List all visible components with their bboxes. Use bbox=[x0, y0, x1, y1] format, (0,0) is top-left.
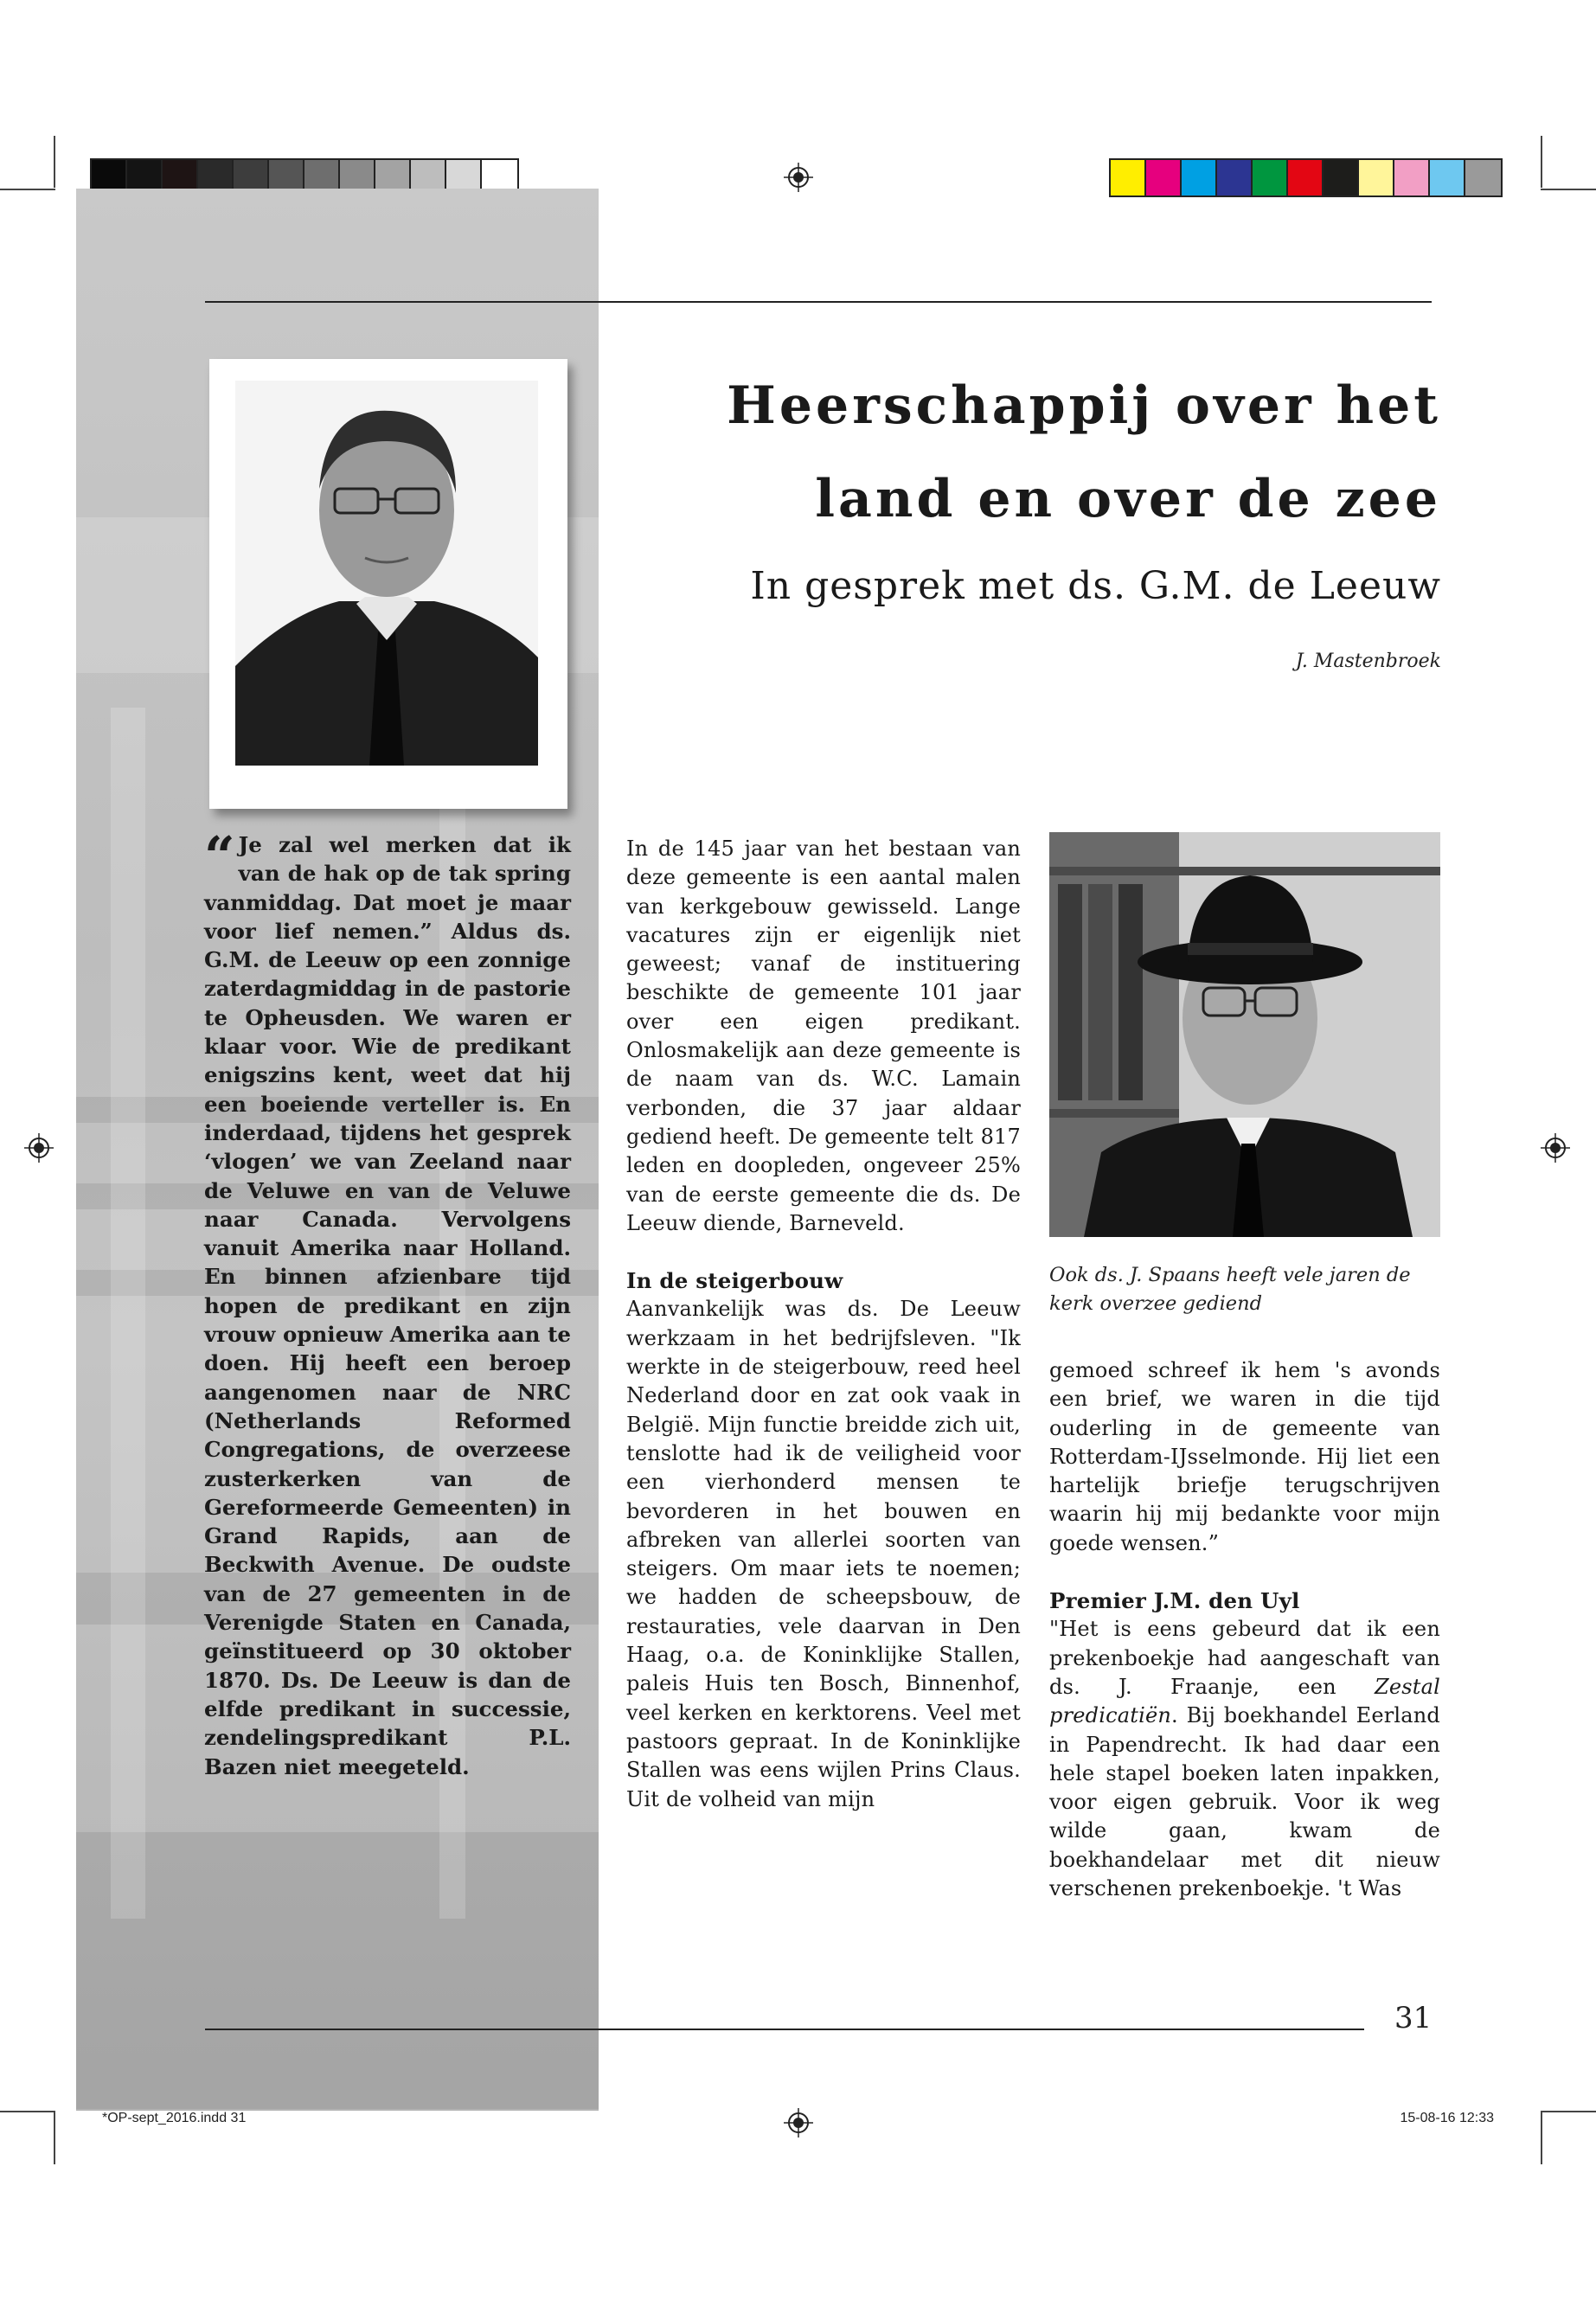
color-swatch bbox=[1146, 160, 1182, 195]
article-subtitle: In gesprek met ds. G.M. de Leeuw bbox=[750, 564, 1441, 608]
registration-mark-icon bbox=[784, 163, 813, 192]
slug-file: *OP-sept_2016.indd 31 bbox=[102, 2111, 247, 2125]
title-line-2: land en over de zee bbox=[815, 469, 1441, 529]
color-swatch bbox=[1182, 160, 1217, 195]
paragraph bbox=[1049, 1615, 1440, 1903]
color-swatch bbox=[1394, 160, 1430, 195]
crop-mark bbox=[54, 2112, 55, 2164]
article-title bbox=[663, 372, 1441, 533]
paragraph-part: "Het is eens gebeurd dat ik een prekenboekje had aangeschaft van ds. J. Fraanje, een bbox=[1049, 1617, 1440, 1699]
title-line-1: Heerschappij over het bbox=[727, 375, 1441, 436]
crop-mark bbox=[0, 2111, 55, 2112]
registration-mark-icon bbox=[784, 2108, 813, 2138]
color-swatch bbox=[1253, 160, 1288, 195]
paragraph-part: . Bij boekhandel Eerland in Papendrecht. Ik had daar een hele stapel boeken laten inpakken, voor eigen gebruik. Voor ik weg wilde gaan, kwam de boekhandelaar met dit nieuw verschenen prekenboekje. 't Was bbox=[1049, 1703, 1440, 1901]
photo-caption: Ook ds. J. Spaans heeft vele jaren de kerk overzee gediend bbox=[1049, 1264, 1411, 1315]
slug-date: 15-08-16 12:33 bbox=[1400, 2111, 1494, 2125]
author-byline: J. Mastenbroek bbox=[1295, 651, 1441, 672]
book-title: Zestal predicatiën bbox=[1049, 1674, 1440, 1728]
color-swatch bbox=[1288, 160, 1324, 195]
crop-mark bbox=[54, 136, 55, 188]
crop-mark bbox=[1541, 2112, 1542, 2164]
crop-mark bbox=[1541, 136, 1542, 188]
quote-mark: “ bbox=[204, 824, 235, 888]
intro-text bbox=[204, 824, 571, 1781]
intro-body: Je zal wel merken dat ik van de hak op de tak spring vanmiddag. Dat moet je maar voor lief nemen.” Aldus ds. G.M. de Leeuw op een zonnige zaterdagmiddag in de pastorie te Opheusden. We waren er klaar voor. Wie de predikant enigszins kent, weet dat hij een boeiende verteller is. En inderdaad, tijdens het gesprek ‘vlogen’ we van Zeeland naar de Veluwe en van de Veluwe naar Canada. Vervolgens vanuit Amerika naar Holland. En binnen afzienbare tijd hopen de predikant en zijn vrouw opnieuw Amerika aan te doen. Hij heeft een beroep aangenomen naar de NRC (Netherlands Reformed Congregations, de overzeese zusterkerken van de Gereformeerde Gemeenten) in Grand Rapids, aan de Beckwith Avenue. De oudste van de 27 gemeenten in de Verenigde Staten en Canada, geïnstitueerd op 30 oktober 1870. Ds. De Leeuw is dan de elfde predikant in successie, zendelingspredikant P.L. Bazen niet meegeteld. bbox=[204, 832, 571, 1779]
paragraph: Aanvankelijk was ds. De Leeuw werkzaam in het bedrijfsleven. "Ik werkte in de steigerbouw, reed heel Nederland door en zat ook vaak in België. Mijn functie breidde zich uit, tenslotte had ik de veiligheid voor een vierhonderd mensen te bevorderen in het bouwen en afbreken van allerlei soorten van steigers. Om maar iets te noemen; we hadden de scheepsbouw, de restauraties, vele daarvan in Den Haag, o.a. de Koninklijke Stallen, paleis Huis ten Bosch, Binnenhof, veel kerken en kerktorens. Veel met pastoors gepraat. In de Koninklijke Stallen was eens wijlen Prins Claus. Uit de volheid van mijn bbox=[626, 1297, 1021, 1811]
bottom-rule bbox=[205, 2029, 1364, 2030]
crop-mark bbox=[0, 189, 55, 190]
page-number: 31 bbox=[1394, 2001, 1433, 2035]
color-swatch bbox=[1217, 160, 1253, 195]
color-swatch bbox=[1111, 160, 1146, 195]
column-right bbox=[1049, 1356, 1440, 1903]
paragraph: In de 145 jaar van het bestaan van deze gemeente is een aantal malen van kerkgebouw gewisseld. Lange vacatures zijn er eigenlijk niet geweest; vanaf de instituering beschikte de gemeente 101 jaar over een eigen predikant. Onlosmakelijk aan deze gemeente is de naam van ds. W.C. Lamain verbonden, die 37 jaar aldaar gediend heeft. De gemeente telt 817 leden en doopleden, ongeveer 25% van de eerste gemeente die ds. De Leeuw diende, Barneveld. bbox=[626, 836, 1021, 1235]
portrait-photo bbox=[235, 381, 538, 766]
process-color-bar bbox=[1109, 158, 1503, 197]
registration-mark-icon bbox=[24, 1133, 54, 1163]
color-swatch bbox=[1430, 160, 1465, 195]
color-swatch bbox=[1324, 160, 1359, 195]
paragraph: gemoed schreef ik hem 's avonds een brief, we waren in die tijd ouderling in de gemeente van Rotterdam-IJsselmonde. Hij liet een hartelijk briefje terugschrijven waarin hij mij bedankte voor mijn goede wensen.” bbox=[1049, 1358, 1440, 1555]
spaans-photo bbox=[1049, 832, 1440, 1237]
section-heading: In de steigerbouw bbox=[626, 1268, 843, 1294]
registration-mark-icon bbox=[1541, 1133, 1570, 1163]
color-swatch bbox=[1465, 160, 1501, 195]
top-rule bbox=[205, 301, 1432, 303]
column-middle bbox=[626, 835, 1021, 1814]
crop-mark bbox=[1541, 189, 1596, 190]
color-swatch bbox=[1359, 160, 1394, 195]
section-heading: Premier J.M. den Uyl bbox=[1049, 1588, 1300, 1614]
crop-mark bbox=[1541, 2111, 1596, 2112]
